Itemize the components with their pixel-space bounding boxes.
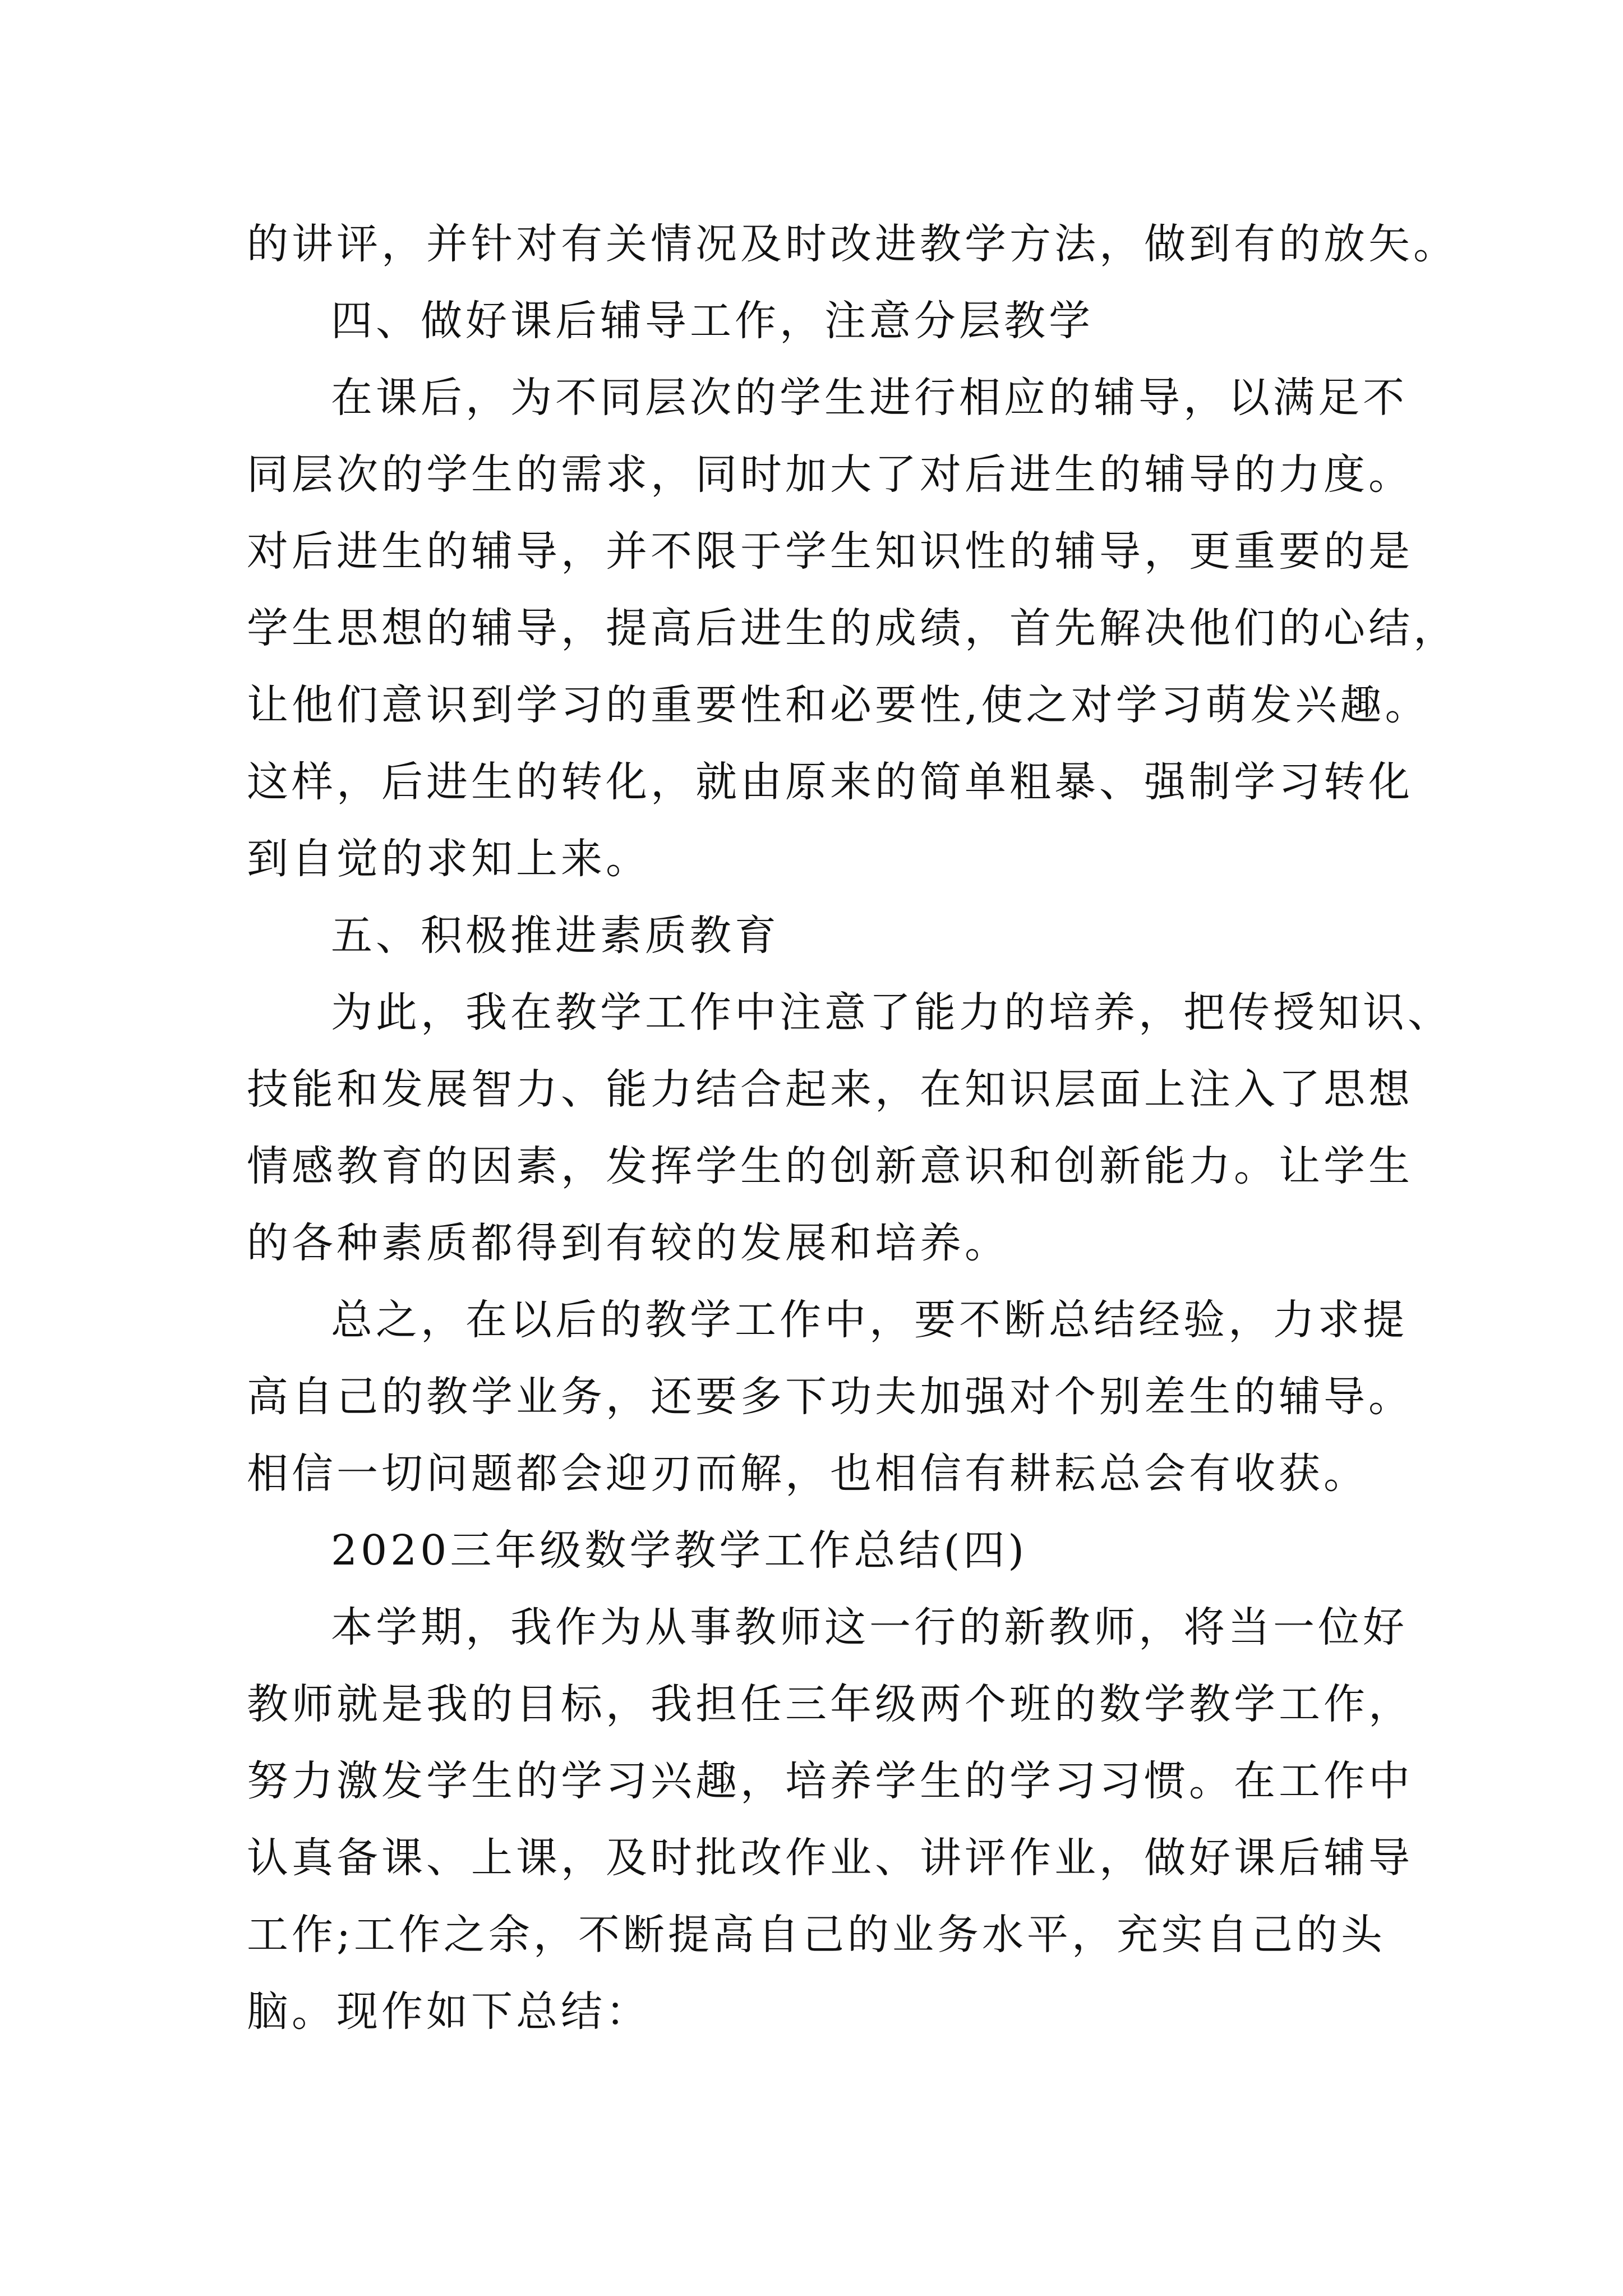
paragraph-start: 本学期，我作为从事教师这一行的新教师，将当一位好 — [331, 1603, 1408, 1651]
text-line: 对后进生的辅导，并不限于学生知识性的辅导，更重要的是 — [247, 527, 1413, 576]
text-line: 让他们意识到学习的重要性和必要性,使之对学习萌发兴趣。 — [247, 681, 1430, 729]
text-line: 同层次的学生的需求，同时加大了对后进生的辅导的力度。 — [247, 450, 1413, 499]
text-line: 工作;工作之余，不断提高自己的业务水平，充实自己的头 — [247, 1911, 1386, 1959]
text-line: 到自觉的求知上来。 — [247, 835, 651, 883]
text-line: 相信一切问题都会迎刃而解，也相信有耕耘总会有收获。 — [247, 1450, 1368, 1498]
section-heading: 五、积极推进素质教育 — [331, 912, 780, 960]
text-line: 的各种素质都得到有较的发展和培养。 — [247, 1219, 1009, 1267]
paragraph-start: 为此，我在教学工作中注意了能力的培养，把传授知识、 — [331, 988, 1453, 1037]
text-line: 认真备课、上课，及时批改作业、讲评作业，做好课后辅导 — [247, 1834, 1413, 1882]
paragraph-start: 在课后，为不同层次的学生进行相应的辅导，以满足不 — [331, 374, 1408, 422]
text-line: 学生思想的辅导，提高后进生的成绩，首先解决他们的心结， — [247, 604, 1458, 652]
text-line: 技能和发展智力、能力结合起来，在知识层面上注入了思想 — [247, 1065, 1413, 1114]
text-line: 情感教育的因素，发挥学生的创新意识和创新能力。让学生 — [247, 1142, 1413, 1190]
text-line: 的讲评，并针对有关情况及时改进教学方法，做到有的放矢。 — [247, 220, 1458, 268]
section-heading: 四、做好课后辅导工作，注意分层教学 — [331, 297, 1094, 345]
paragraph-start: 总之，在以后的教学工作中，要不断总结经验，力求提 — [331, 1296, 1408, 1344]
text-line: 高自己的教学业务，还要多下功夫加强对个别差生的辅导。 — [247, 1373, 1413, 1421]
text-line: 脑。现作如下总结： — [247, 1987, 651, 2036]
text-line: 努力激发学生的学习兴趣，培养学生的学习习惯。在工作中 — [247, 1757, 1413, 1805]
text-line: 教师就是我的目标，我担任三年级两个班的数学教学工作， — [247, 1680, 1413, 1728]
document-title: 2020三年级数学教学工作总结(四) — [331, 1526, 1028, 1575]
text-line: 这样，后进生的转化，就由原来的简单粗暴、强制学习转化 — [247, 758, 1413, 806]
